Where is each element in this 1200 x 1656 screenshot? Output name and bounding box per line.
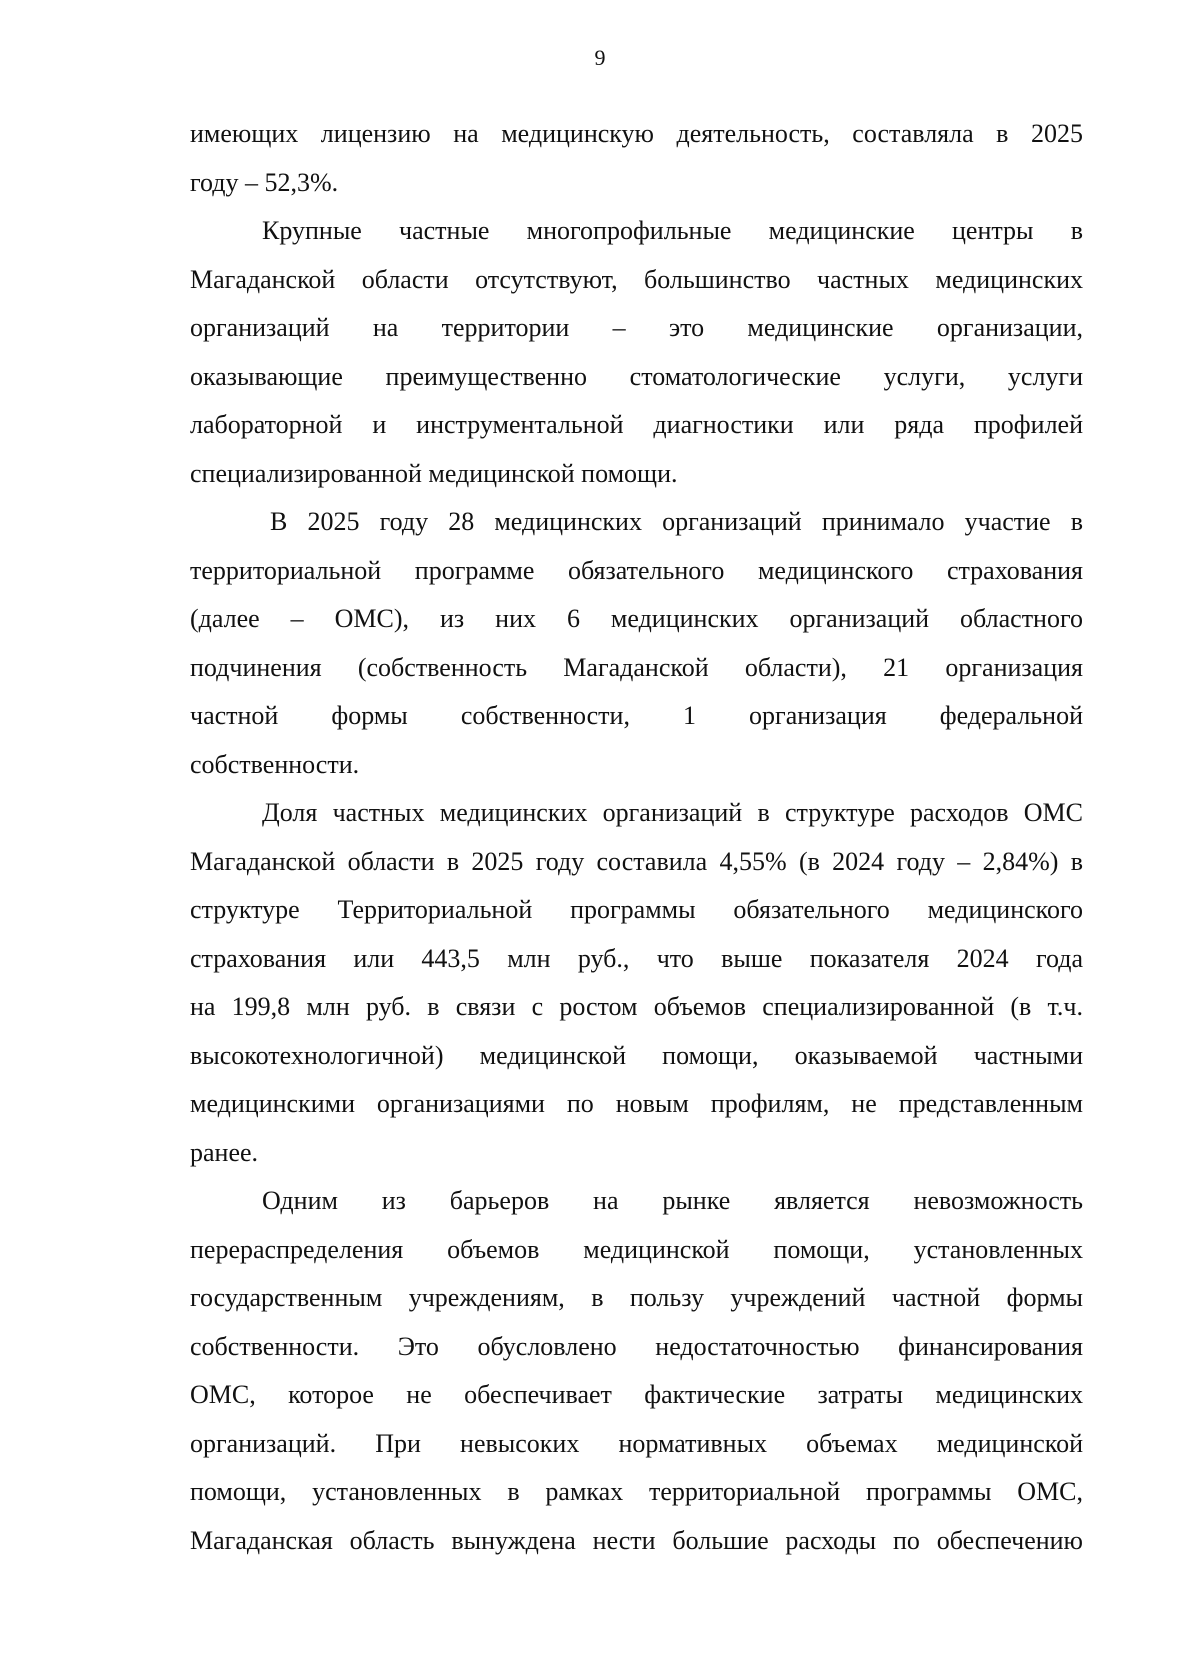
- text-line: Магаданская область вынуждена нести большие расходы по обеспечению: [190, 1525, 1083, 1555]
- page-number: 9: [594, 45, 606, 70]
- text-line: помощи, установленных в рамках территориальной программы ОМС,: [190, 1477, 1083, 1506]
- text-line: собственности. Это обусловлено недостаточностью финансирования: [190, 1331, 1083, 1361]
- text-line: лабораторной и инструментальной диагностики или ряда профилей: [190, 410, 1083, 439]
- text-line: частной формы собственности, 1 организация федеральной: [190, 701, 1083, 730]
- text-line: на 199,8 млн руб. в связи с ростом объемов специализированной (в т.ч.: [190, 992, 1083, 1021]
- text-line: территориальной программе обязательного медицинского страхования: [190, 555, 1083, 585]
- text-line: ранее.: [190, 1137, 259, 1167]
- text-line: (далее – ОМС), из них 6 медицинских организаций областного: [190, 604, 1083, 633]
- text-line: Магаданской области отсутствуют, большинство частных медицинских: [190, 264, 1083, 294]
- document-body: [190, 110, 1083, 1565]
- text-line: специализированной медицинской помощи.: [190, 458, 678, 488]
- text-line: государственным учреждениям, в пользу учреждений частной формы: [190, 1283, 1083, 1312]
- text-line: ОМС, которое не обеспечивает фактические затраты медицинских: [190, 1380, 1083, 1409]
- text-line: имеющих лицензию на медицинскую деятельность, составляла в 2025: [190, 119, 1083, 148]
- text-line: подчинения (собственность Магаданской области), 21 организация: [190, 652, 1083, 682]
- text-line: Магаданской области в 2025 году составила 4,55% (в 2024 году – 2,84%) в: [190, 846, 1083, 876]
- text-line: медицинскими организациями по новым профилям, не представленным: [190, 1089, 1083, 1118]
- text-line: Доля частных медицинских организаций в структуре расходов ОМС: [262, 798, 1083, 827]
- text-line: перераспределения объемов медицинской помощи, установленных: [190, 1234, 1083, 1264]
- text-line: Одним из барьеров на рынке является невозможность: [262, 1186, 1083, 1215]
- text-line: году – 52,3%.: [190, 167, 339, 197]
- text-line: Крупные частные многопрофильные медицинские центры в: [262, 216, 1083, 245]
- text-line: В 2025 году 28 медицинских организаций принимало участие в: [270, 507, 1083, 536]
- text-line: высокотехнологичной) медицинской помощи, оказываемой частными: [190, 1040, 1083, 1070]
- text-line: собственности.: [190, 749, 360, 779]
- text-line: страхования или 443,5 млн руб., что выше показателя 2024 года: [190, 943, 1083, 973]
- text-line: организаций. При невысоких нормативных объемах медицинской: [190, 1428, 1083, 1458]
- text-line: оказывающие преимущественно стоматологические услуги, услуги: [190, 361, 1083, 391]
- text-line: структуре Территориальной программы обязательного медицинского: [190, 895, 1083, 924]
- text-line: организаций на территории – это медицинские организации,: [190, 313, 1083, 342]
